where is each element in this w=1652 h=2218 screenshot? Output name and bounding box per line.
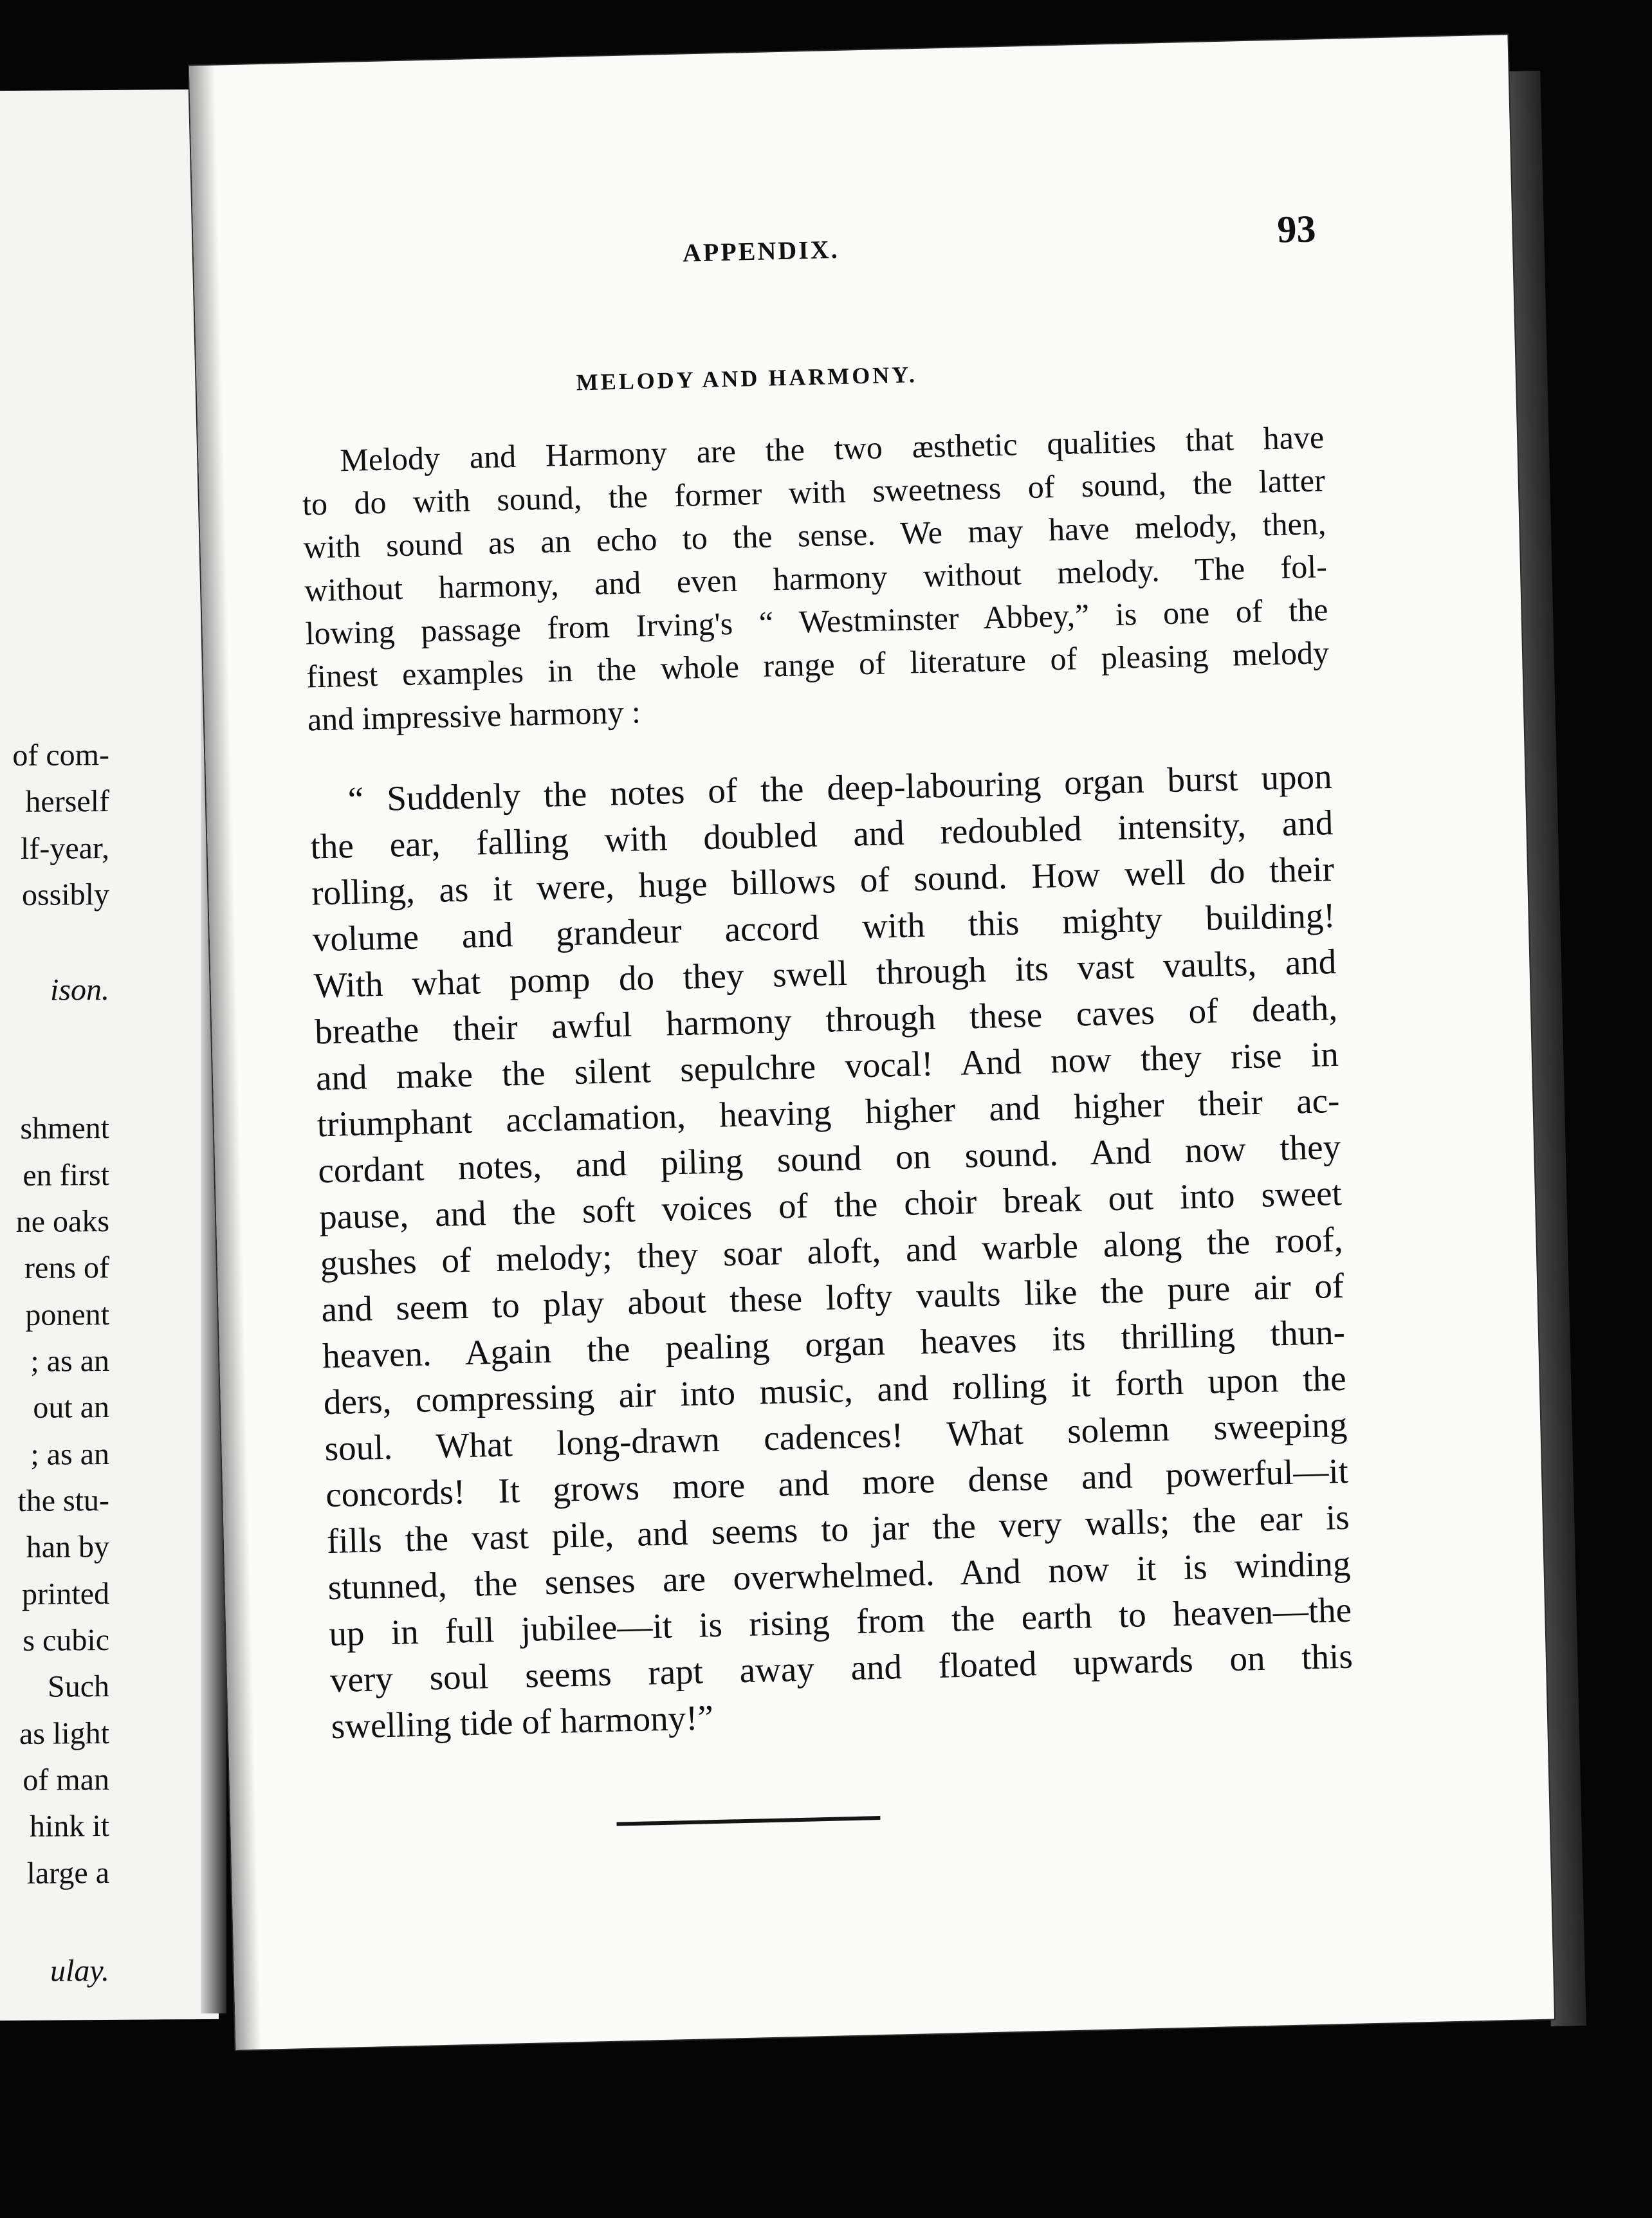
- quote-line: the ear, falling with doubled and redoubled intensity, and: [309, 803, 1334, 866]
- intro-line: finest examples in the whole range of literature of pleasing melody: [306, 634, 1330, 695]
- facing-page-line: shment: [20, 1111, 109, 1146]
- facing-page-line: en first: [23, 1158, 109, 1193]
- facing-page-line: Such: [48, 1669, 109, 1704]
- intro-line: with sound as an echo to the sense. We may have melody, then,: [302, 505, 1326, 565]
- facing-page-line: ponent: [25, 1297, 109, 1332]
- quote-line: swelling tide of harmony!”: [331, 1698, 714, 1746]
- facing-page-line: hink it: [29, 1809, 109, 1844]
- section-divider-rule: [616, 1816, 880, 1826]
- quote-line: and seem to play about these lofty vaults like the pure air of: [320, 1265, 1345, 1330]
- facing-page-line: han by: [26, 1530, 109, 1564]
- facing-page-line: herself: [25, 784, 109, 819]
- quote-line: and make the silent sepulchre vocal! And now they rise in: [315, 1034, 1339, 1098]
- intro-line: to do with sound, the former with sweetness of sound, the latter: [302, 462, 1326, 522]
- quote-line: soul. What long-drawn cadences! What solemn sweeping: [324, 1404, 1348, 1469]
- facing-page-line: large a: [26, 1856, 109, 1891]
- intro-paragraph: [301, 416, 1331, 741]
- quote-line: fills the vast pile, and seems to jar the very walls; the ear is: [326, 1497, 1350, 1561]
- facing-page-line: as light: [19, 1716, 109, 1751]
- quote-line: heaven. Again the pealing organ heaves its thrilling thun-: [322, 1312, 1346, 1376]
- intro-line: without harmony, and even harmony without melody. The fol-: [304, 548, 1328, 609]
- quote-line: “ Suddenly the notes of the deep-labouring organ burst upon: [347, 756, 1333, 820]
- intro-line: Melody and Harmony are the two æsthetic qualities that have: [339, 419, 1325, 479]
- page-number: 93: [1276, 207, 1317, 251]
- facing-page-line: printed: [22, 1577, 109, 1611]
- quote-line: With what pomp do they swell through its vast vaults, and: [313, 941, 1337, 1005]
- quote-line: very soul seems rapt away and floated upwards on this: [329, 1636, 1354, 1700]
- facing-page-line: out an: [33, 1390, 109, 1425]
- facing-page-line: of com-: [12, 738, 109, 773]
- quote-line: volume and grandeur accord with this mighty building!: [312, 895, 1336, 959]
- facing-page-line: ne oaks: [15, 1204, 109, 1240]
- running-head: APPENDIX.: [682, 234, 840, 268]
- quote-line: breathe their awful harmony through these caves of death,: [314, 987, 1338, 1052]
- quote-line: gushes of melody; they soar aloft, and warble along the roof,: [320, 1219, 1344, 1283]
- facing-page-line: ossibly: [21, 877, 109, 912]
- quotation-block: [309, 753, 1354, 1750]
- quote-line: pause, and the soft voices of the choir break out into sweet: [318, 1173, 1343, 1237]
- quote-line: up in full jubilee—it is rising from the earth to heaven—the: [328, 1590, 1352, 1654]
- quote-line: ders, compressing air into music, and rolling it forth upon the: [323, 1358, 1347, 1422]
- quote-line: rolling, as it were, huge billows of sound. How well do their: [311, 848, 1335, 913]
- facing-page-line: lf-year,: [21, 831, 109, 866]
- intro-line: lowing passage from Irving's “ Westminster Abbey,” is one of the: [305, 591, 1328, 652]
- facing-page-line: rens of: [24, 1251, 109, 1285]
- facing-page-line: ulay.: [50, 1954, 109, 1988]
- facing-page-line: the stu-: [17, 1483, 109, 1518]
- quote-line: triumphant acclamation, heaving higher and higher their ac-: [317, 1080, 1341, 1144]
- facing-page-line: ison.: [50, 973, 109, 1007]
- page-93: [189, 35, 1554, 2049]
- facing-page-line: of man: [23, 1763, 109, 1797]
- facing-page-text: [0, 738, 109, 1988]
- section-title: MELODY AND HARMONY.: [576, 362, 918, 396]
- facing-page-line: ; as an: [30, 1344, 109, 1379]
- facing-page-line: s cubic: [23, 1623, 109, 1658]
- quote-line: stunned, the senses are overwhelmed. And now it is winding: [327, 1543, 1352, 1608]
- quote-line: concords! It grows more and more dense and powerful—it: [325, 1451, 1349, 1515]
- facing-page-line: ; as an: [30, 1437, 109, 1472]
- facing-page-left: [0, 89, 219, 2021]
- intro-line: and impressive harmony :: [307, 693, 641, 738]
- quote-line: cordant notes, and piling sound on sound. And now they: [317, 1126, 1341, 1191]
